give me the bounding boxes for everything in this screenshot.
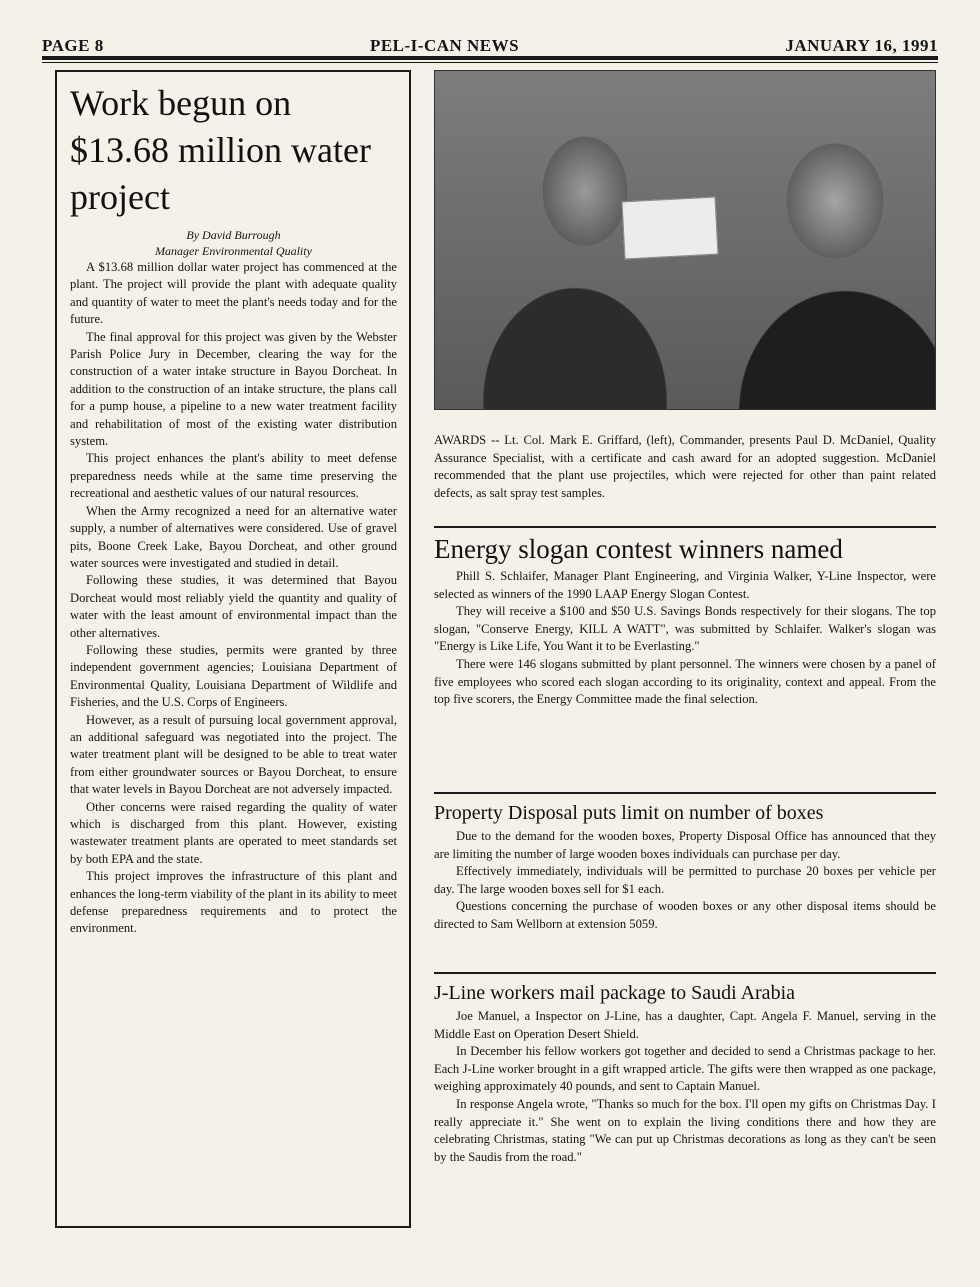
paragraph: There were 146 slogans submitted by plant personnel. The winners were chosen by a panel of five employees who scored each slogan according to its originality, context and appeal. From the top five scorers, the Energy Committee made the final selection. xyxy=(434,656,936,707)
paragraph: The final approval for this project was given by the Webster Parish Police Jury in December, clearing the way for the construction of a water intake structure in Bayou Dorcheat. In addition to the construction of an intake structure, the plans call for a pump house, a pipeline to a new water treatment facility and rehabilitation of most of the existing water distribution system. xyxy=(70,329,397,449)
paragraph: Other concerns were raised regarding the quality of water which is discharged from this plant. However, existing wastewater treatment plants are operated to meet standards set by both EPA and the state. xyxy=(70,799,397,866)
issue-date: JANUARY 16, 1991 xyxy=(785,36,938,55)
awards-caption: AWARDS -- Lt. Col. Mark E. Griffard, (left), Commander, presents Paul D. McDaniel, Quality Assurance Specialist, with a certificate and cash award for an adopted suggestion. McDaniel recommended that the plant use projectiles, which were rejected for other than paint related defects, as salt spray test samples. xyxy=(434,433,936,500)
energy-slogan-article xyxy=(434,532,936,709)
section-rule xyxy=(434,972,936,974)
paragraph: Due to the demand for the wooden boxes, Property Disposal Office has announced that they are limiting the number of large wooden boxes individuals can purchase per day. xyxy=(434,829,936,861)
energy-headline: Energy slogan contest winners named xyxy=(434,534,843,564)
paragraph: Phill S. Schlaifer, Manager Plant Engineering, and Virginia Walker, Y-Line Inspector, were selected as winners of the 1990 LAAP Energy Slogan Contest. xyxy=(434,569,936,601)
paragraph: However, as a result of pursuing local government approval, an additional safeguard was negotiated into the project. The water treatment plant will be designed to be able to treat water from either groundwater sources or Bayou Dorcheat, to ensure that water levels in Bayou Dorcheat are not adversely impacted. xyxy=(70,712,397,797)
paragraph: They will receive a $100 and $50 U.S. Savings Bonds respectively for their slogans. The top slogan, "Conserve Energy, KILL A WATT", was submitted by Schlaifer. Walker's slogan was "Energy is Like Life, You Want it to be Everlasting." xyxy=(434,604,936,654)
byline-name: By David Burrough xyxy=(186,228,281,242)
paragraph: This project enhances the plant's ability to meet defense preparedness needs while at the same time preserving the recreational and aesthetic values of our natural resources. xyxy=(70,451,397,501)
property-disposal-article xyxy=(434,800,936,934)
masthead-rule xyxy=(42,56,938,60)
water-project-body xyxy=(70,259,397,938)
jline-article xyxy=(434,980,936,1166)
section-rule xyxy=(434,526,936,528)
paragraph: Joe Manuel, a Inspector on J-Line, has a daughter, Capt. Angela F. Manuel, serving in the Middle East on Operation Desert Shield. xyxy=(434,1009,936,1041)
jline-headline: J-Line workers mail package to Saudi Arabia xyxy=(434,982,795,1004)
masthead-rule-thin xyxy=(42,62,938,63)
paragraph: Following these studies, permits were granted by three independent government agencies; Louisiana Department of Environmental Quality, Louisiana Department of Wildlife and Fisheries, and the U.S. Corps of Engineers. xyxy=(70,642,397,710)
byline-title: Manager Environmental Quality xyxy=(155,244,312,258)
paragraph: Effectively immediately, individuals will be permitted to purchase 20 boxes per vehicle per day. The large wooden boxes sell for $1 each. xyxy=(434,864,936,896)
paragraph: Following these studies, it was determined that Bayou Dorcheat would most reliably yield the quantity and quality of water with the least amount of environmental impact than the other alternatives. xyxy=(70,573,397,640)
water-project-article xyxy=(55,70,411,1228)
paragraph: In response Angela wrote, "Thanks so much for the box. I'll open my gifts on Christmas Day. I really appreciate it." She went on to explain the living conditions there and how they are celebrating Christmas, stating "We can put up Christmas decorations as long as they can't be seen by the Saudis from the road." xyxy=(434,1096,936,1164)
section-rule xyxy=(434,792,936,794)
paragraph: When the Army recognized a need for an alternative water supply, a number of alternatives were considered. Use of gravel pits, Boone Creek Lake, Bayou Dorcheat, and other ground water sources were investigated and studied in detail. xyxy=(70,503,397,570)
masthead xyxy=(42,26,938,56)
certificate-in-photo xyxy=(622,197,719,260)
paper-name: PEL-I-CAN NEWS xyxy=(369,36,520,55)
paragraph: In December his fellow workers got together and decided to send a Christmas package to her. Each J-Line worker brought in a gift wrapped article. The gifts were then wrapped as one package, weighing approximately 40 pounds, and sent to Captain Manuel. xyxy=(434,1044,936,1094)
paragraph: Questions concerning the purchase of wooden boxes or any other disposal items should be directed to Sam Wellborn at extension 5059. xyxy=(434,899,936,931)
paragraph: This project improves the infrastructure of this plant and enhances the long-term viability of the plant in its ability to meet defense preparedness requirements and to protect the environment. xyxy=(70,869,398,936)
property-headline: Property Disposal puts limit on number of boxes xyxy=(434,802,824,824)
paragraph: A $13.68 million dollar water project has commenced at the plant. The project will provide the plant with adequate quality and quantity of water to meet the plant's needs today and for the future. xyxy=(70,260,397,327)
page-number: PAGE 8 xyxy=(42,36,104,55)
water-project-headline: Work begun on $13.68 million water project xyxy=(70,83,371,217)
awards-photo xyxy=(434,70,936,410)
